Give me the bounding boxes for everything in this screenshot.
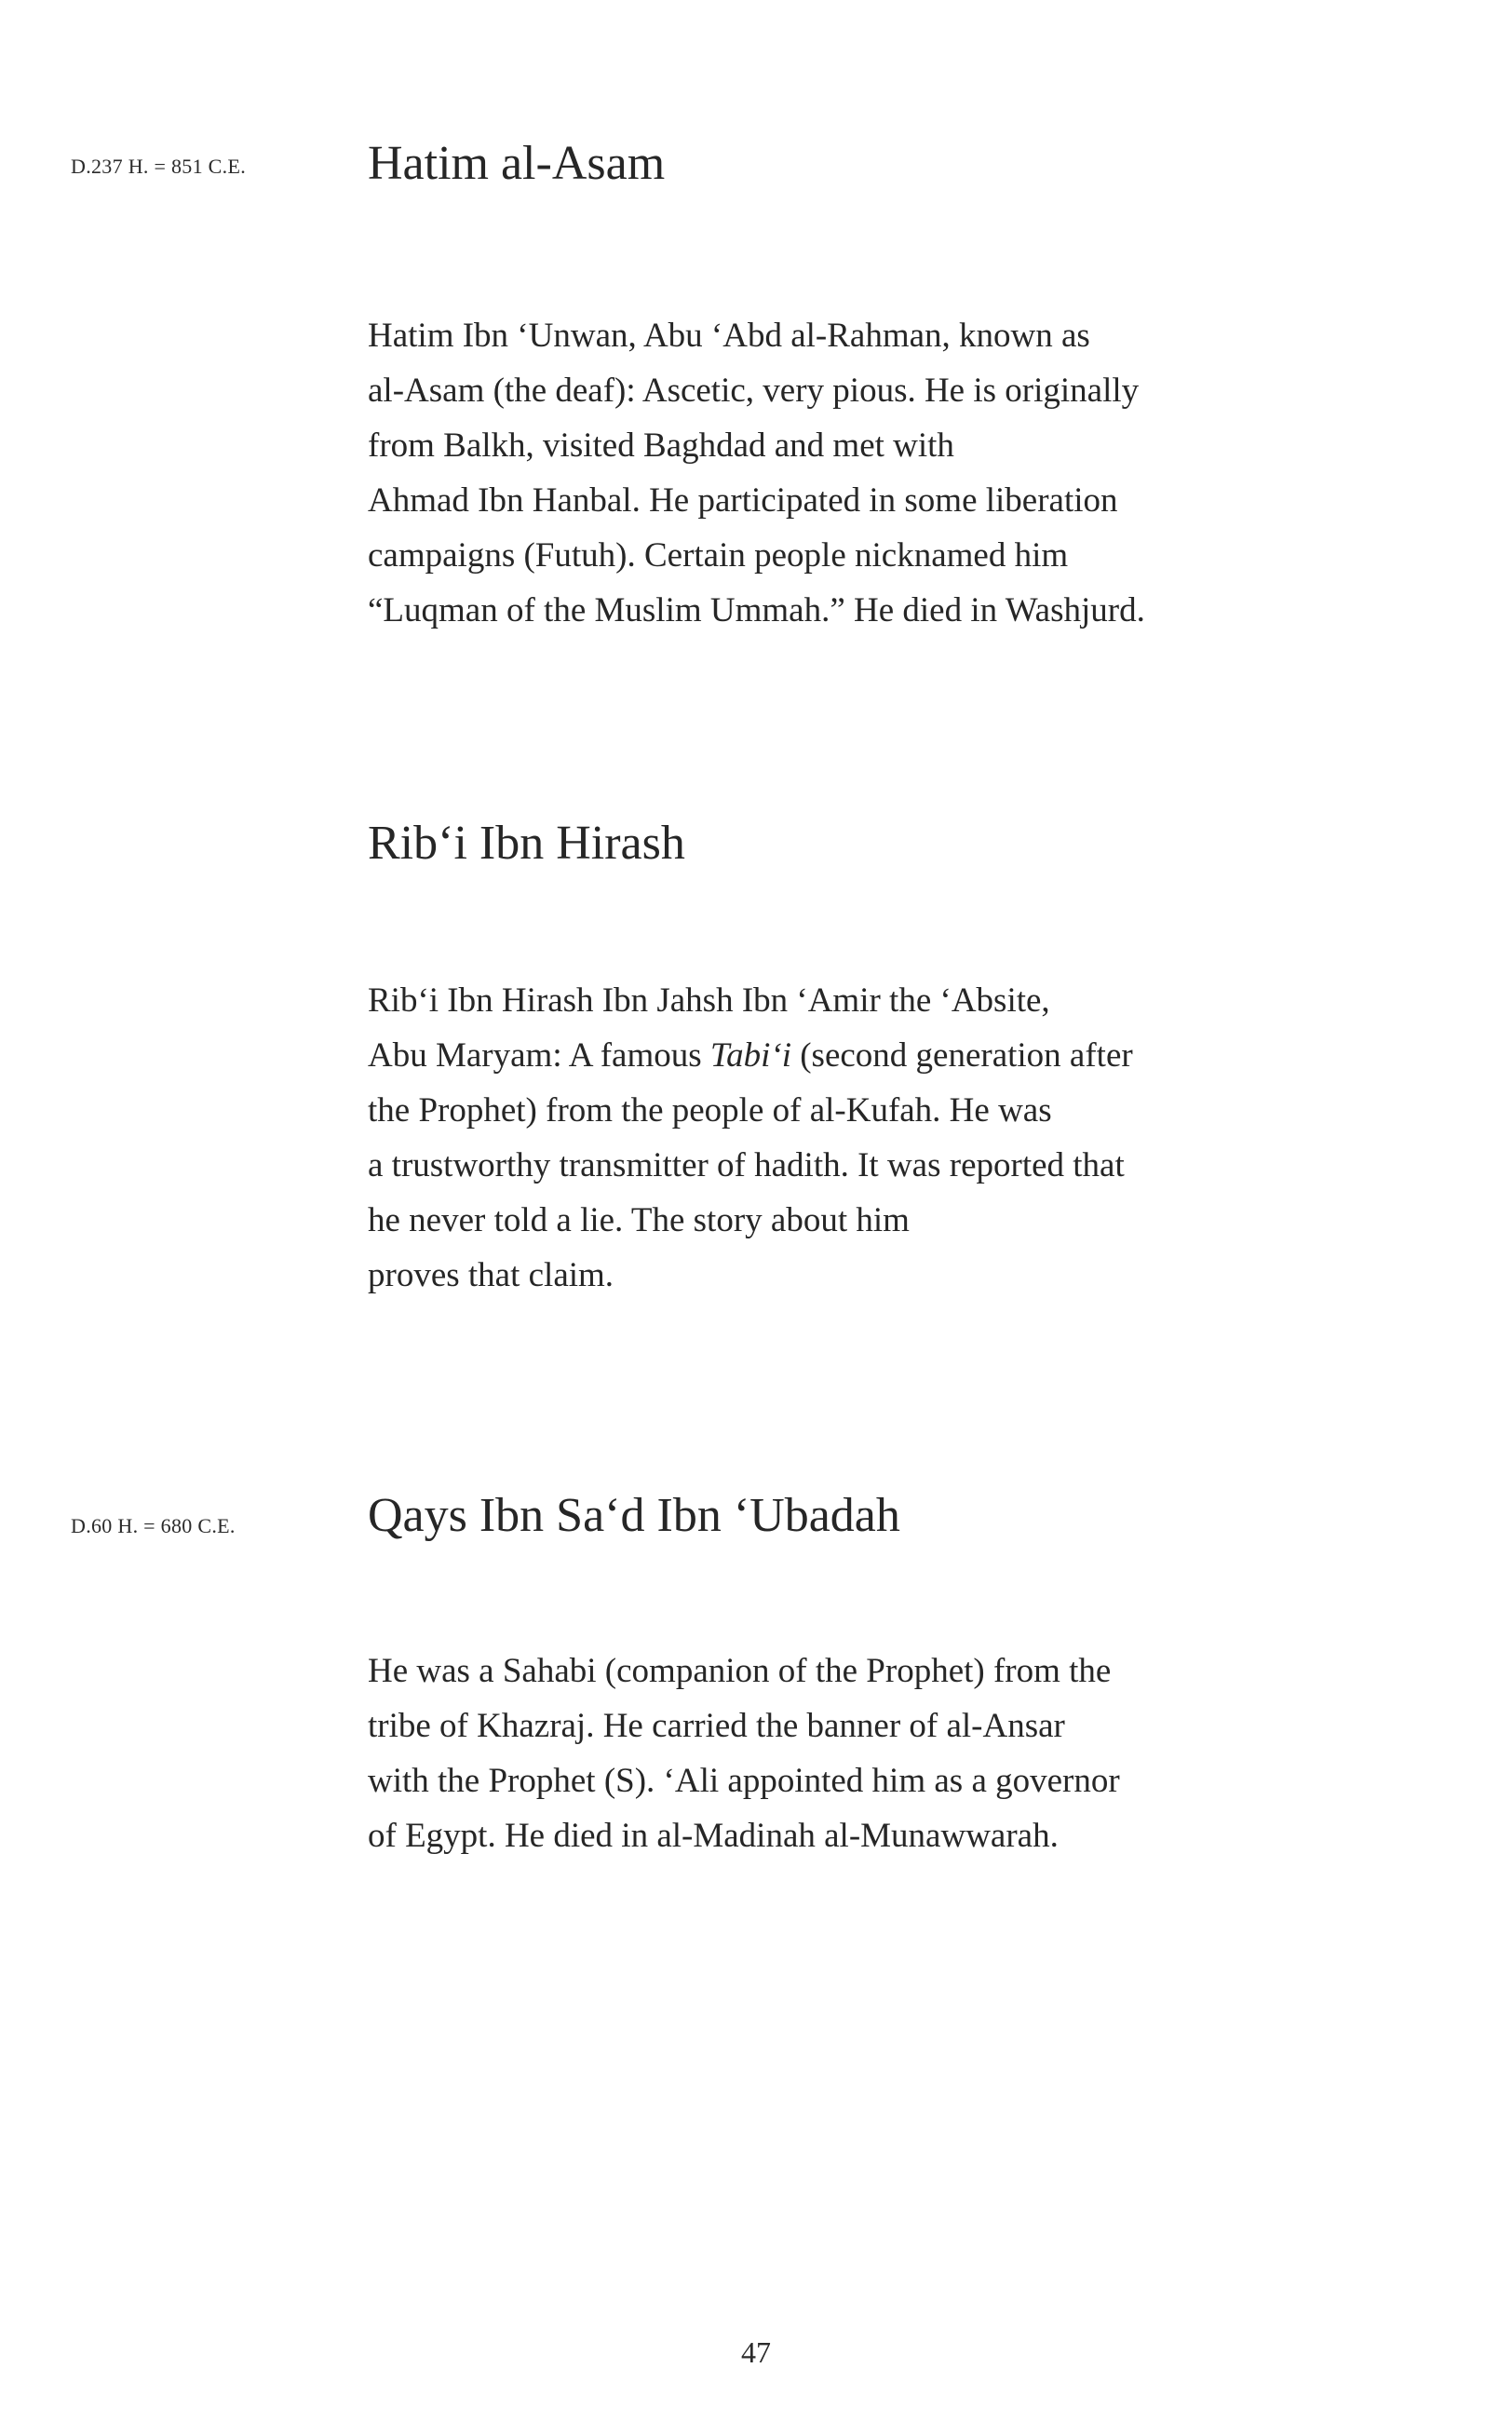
body-line: from Balkh, visited Baghdad and met with <box>368 426 954 465</box>
body-line: the Prophet) from the people of al-Kufah. He was <box>368 1091 1052 1130</box>
body-line: Rib‘i Ibn Hirash Ibn Jahsh Ibn ‘Amir the ‘Absite, <box>368 981 1050 1020</box>
entry-body <box>368 973 1373 1303</box>
body-line: Hatim Ibn ‘Unwan, Abu ‘Abd al-Rahman, known as <box>368 317 1090 355</box>
body-line: “Luqman of the Muslim Ummah.” He died in Washjurd. <box>368 591 1145 629</box>
body-text: Abu Maryam: A famous <box>368 1036 710 1075</box>
body-line: Ahmad Ibn Hanbal. He participated in some liberation <box>368 481 1118 520</box>
entry-body <box>368 1644 1373 1863</box>
date-note: D.237 H. = 851 C.E. <box>71 155 246 178</box>
date-note: D.60 H. = 680 C.E. <box>71 1514 236 1537</box>
body-line <box>368 1028 1373 1083</box>
body-line: al-Asam (the deaf): Ascetic, very pious. He is originally <box>368 372 1140 410</box>
entry-title: Rib‘i Ibn Hirash <box>368 817 685 870</box>
entry-title: Hatim al-Asam <box>368 137 666 190</box>
entry-title: Qays Ibn Sa‘d Ibn ‘Ubadah <box>368 1489 900 1542</box>
body-text: (second generation after <box>790 1036 1133 1075</box>
body-line: campaigns (Futuh). Certain people nicknamed him <box>368 536 1069 575</box>
body-line: with the Prophet (S). ‘Ali appointed him as a governor <box>368 1762 1120 1800</box>
body-line: he never told a lie. The story about him <box>368 1201 910 1239</box>
body-line: a trustworthy transmitter of hadith. It was reported that <box>368 1146 1125 1184</box>
body-line: of Egypt. He died in al-Madinah al-Munawwarah. <box>368 1817 1059 1855</box>
body-line: proves that claim. <box>368 1256 614 1294</box>
italic-term: Tabi‘i <box>709 1036 791 1075</box>
body-line: tribe of Khazraj. He carried the banner of al-Ansar <box>368 1707 1065 1745</box>
page-number: 47 <box>741 2335 771 2369</box>
entry-body <box>368 308 1373 638</box>
body-line: He was a Sahabi (companion of the Prophet) from the <box>368 1652 1112 1690</box>
